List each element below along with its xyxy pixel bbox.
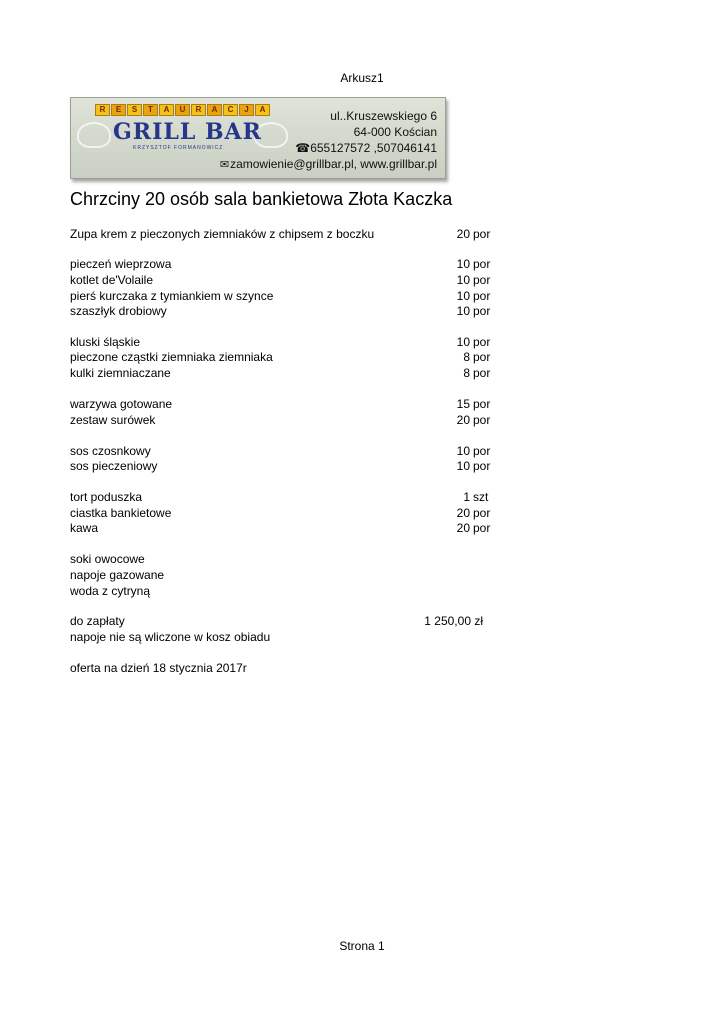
menu-row: [70, 443, 502, 459]
item-name: kluski śląskie: [70, 335, 141, 349]
item-name: pieczeń wieprzowa: [70, 257, 172, 271]
item-name: szaszłyk drobiowy: [70, 304, 167, 318]
menu-row: [70, 505, 502, 521]
menu-row: [70, 489, 502, 505]
item-qty: 20: [456, 227, 470, 241]
item-unit: por: [473, 335, 491, 349]
offer-date: oferta na dzień 18 stycznia 2017r: [70, 661, 247, 675]
item-qty: 10: [456, 257, 470, 271]
total-value: 1 250,00 zł: [424, 614, 483, 628]
strip-letter: C: [223, 104, 238, 116]
strip-letter: A: [255, 104, 270, 116]
item-qty: 20: [456, 413, 470, 427]
item-qty: 15: [456, 397, 470, 411]
item-unit: por: [473, 273, 491, 287]
item-name: pieczone cząstki ziemniaka ziemniaka: [70, 350, 273, 364]
item-qty: 20: [456, 521, 470, 535]
item-unit: por: [473, 397, 491, 411]
strip-letter: R: [95, 104, 110, 116]
item-name: warzywa gotowane: [70, 397, 173, 411]
item-name: ciastka bankietowe: [70, 506, 172, 520]
total-row: [70, 613, 502, 629]
item-qty: 10: [456, 335, 470, 349]
menu-row: [70, 334, 502, 350]
address-line: ul..Kruszewskiego 6: [330, 109, 437, 123]
item-unit: por: [473, 521, 491, 535]
item-qty: 10: [456, 444, 470, 458]
item-name: kulki ziemniaczane: [70, 366, 171, 380]
item-unit: por: [473, 304, 491, 318]
burger-icon: [77, 122, 111, 148]
item-qty: 8: [463, 366, 470, 380]
item-name: Zupa krem z pieczonych ziemniaków z chipsem z boczku: [70, 227, 375, 241]
sheet-name: Arkusz1: [340, 71, 384, 85]
document-title: Chrzciny 20 osób sala bankietowa Złota Kaczka: [70, 189, 453, 209]
item-name: tort poduszka: [70, 490, 143, 504]
strip-letter: U: [175, 104, 190, 116]
item-unit: por: [473, 366, 491, 380]
menu-row: [70, 365, 502, 381]
menu-row: [70, 396, 502, 412]
item-qty: 8: [463, 350, 470, 364]
item-unit: por: [473, 444, 491, 458]
item-qty: 10: [456, 459, 470, 473]
menu-row: [70, 520, 502, 536]
item-name: kotlet de'Volaile: [70, 273, 154, 287]
item-qty: 10: [456, 289, 470, 303]
strip-letter: A: [207, 104, 222, 116]
strip-letter: E: [111, 104, 126, 116]
menu-row: [70, 303, 502, 319]
mail-icon: ✉: [219, 159, 230, 171]
menu-row: [70, 412, 502, 428]
page-number: Strona 1: [339, 939, 385, 953]
item-qty: 10: [456, 273, 470, 287]
item-qty: 10: [456, 304, 470, 318]
item-qty: 1: [463, 490, 470, 504]
item-unit: por: [473, 350, 491, 364]
item-unit: por: [473, 227, 491, 241]
item-name: soki owocowe: [70, 552, 145, 566]
item-name: sos pieczeniowy: [70, 459, 158, 473]
strip-letter: T: [143, 104, 158, 116]
item-qty: 20: [456, 506, 470, 520]
strip-letter: R: [191, 104, 206, 116]
item-unit: por: [473, 257, 491, 271]
item-unit: por: [473, 289, 491, 303]
item-name: sos czosnkowy: [70, 444, 151, 458]
phone-line: ☎655127572 ,507046141: [295, 141, 437, 155]
drinks-note: napoje nie są wliczone w kosz obiadu: [70, 630, 271, 644]
item-unit: szt: [473, 490, 489, 504]
menu-row: [70, 567, 502, 583]
offer-date-row: [70, 660, 502, 676]
note-row: [70, 629, 502, 645]
item-unit: por: [473, 506, 491, 520]
menu-row: [70, 256, 502, 272]
contact-text: zamowienie@grillbar.pl, www.grillbar.pl: [230, 157, 437, 171]
menu-row: [70, 551, 502, 567]
contact-info: [220, 108, 437, 173]
strip-letter: J: [239, 104, 254, 116]
menu-row: [70, 583, 502, 599]
strip-letter: S: [127, 104, 142, 116]
menu-row: [70, 288, 502, 304]
item-name: zestaw surówek: [70, 413, 156, 427]
owner-name: KRZYSZTOF FORMANOWICZ: [133, 145, 224, 151]
menu-row: [70, 458, 502, 474]
menu-row: [70, 226, 502, 242]
item-unit: por: [473, 413, 491, 427]
city-line: 64-000 Kościan: [353, 125, 437, 139]
item-name: napoje gazowane: [70, 568, 165, 582]
strip-letter: A: [159, 104, 174, 116]
menu-row: [70, 349, 502, 365]
total-label: do zapłaty: [70, 614, 125, 628]
item-name: pierś kurczaka z tymiankiem w szynce: [70, 289, 274, 303]
item-name: woda z cytryną: [70, 584, 151, 598]
item-unit: por: [473, 459, 491, 473]
restaurant-banner: [70, 97, 446, 179]
item-name: kawa: [70, 521, 99, 535]
grill-bar-logo: GRILL BAR: [113, 119, 262, 145]
contact-line: [220, 156, 437, 173]
menu-row: [70, 272, 502, 288]
